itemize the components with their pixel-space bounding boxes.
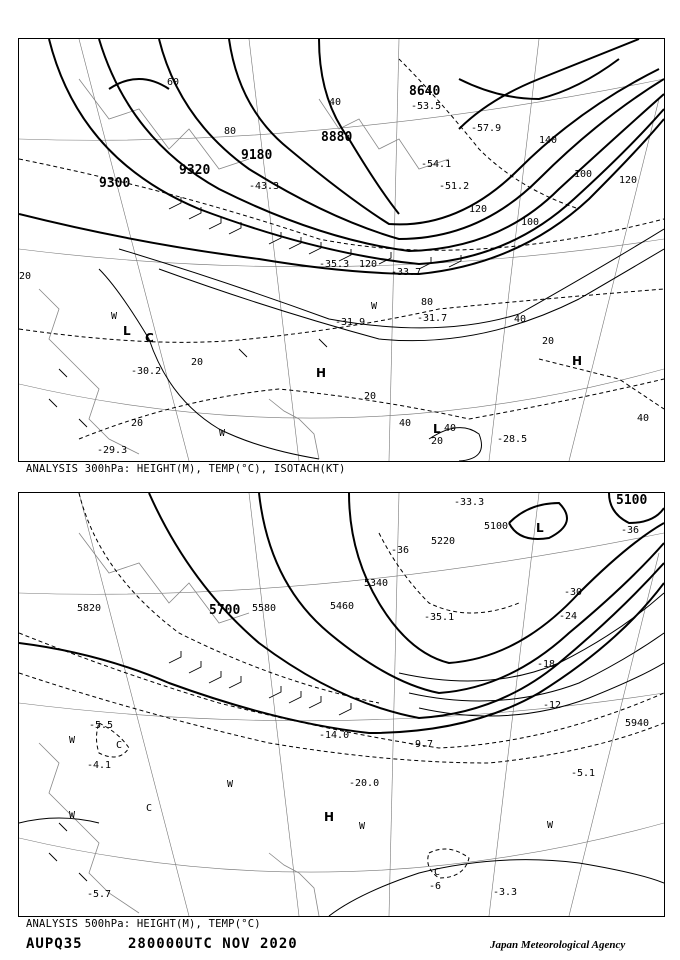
temperature-label: -5.1	[571, 768, 596, 779]
isotach-label: 40	[329, 97, 342, 108]
graticule	[19, 39, 664, 461]
temp-contour-label: -36	[391, 545, 410, 556]
warm-center-label: W	[547, 820, 554, 831]
warm-center-label: W	[359, 821, 366, 832]
coastline	[39, 533, 319, 916]
low-pressure-label: L	[433, 422, 441, 436]
temperature-label: -51.2	[439, 181, 470, 192]
isotach-label: 40	[514, 314, 527, 325]
temp-contour-label: -36	[621, 525, 640, 536]
height-label: 5100	[616, 493, 648, 508]
isotach-label: 40	[637, 413, 650, 424]
map-300hpa-svg	[19, 39, 664, 461]
graticule	[19, 493, 664, 916]
agency-name: Japan Meteorological Agency	[490, 939, 626, 951]
isotach-label: 80	[421, 297, 434, 308]
height-label: 5700	[209, 603, 241, 618]
map-500hpa-svg	[19, 493, 664, 916]
temperature-label: -31.9	[335, 317, 366, 328]
low-pressure-label: L	[123, 324, 131, 338]
isotach-label: 40	[399, 418, 412, 429]
temp-contour-label: -24	[559, 611, 578, 622]
isotach-label: 20	[364, 391, 377, 402]
temperature-label: -28.5	[497, 434, 528, 445]
temperature-label: -5.5	[89, 720, 114, 731]
isotach-label: 20	[131, 418, 144, 429]
temperature-label: -35.3	[319, 259, 350, 270]
height-label: 9320	[179, 163, 211, 178]
temperature-label: -33.7	[391, 267, 422, 278]
high-pressure-label: H	[316, 366, 327, 380]
warm-center-label: W	[371, 301, 378, 312]
temperature-contours	[19, 593, 664, 916]
isotach-label: 100	[521, 217, 540, 228]
temperature-label: -9.7	[409, 739, 434, 750]
height-label: 5940	[625, 718, 650, 729]
isotach-label: 100	[574, 169, 593, 180]
temperature-label: -43.3	[249, 181, 280, 192]
low-pressure-label: L	[536, 521, 544, 535]
height-label: 5100	[484, 521, 509, 532]
isotherms	[19, 493, 664, 878]
cold-center-label: C	[434, 867, 441, 878]
temperature-label: -33.3	[454, 497, 485, 508]
caption-300hpa: ANALYSIS 300hPa: HEIGHT(M), TEMP(°C), ISOTACH(KT)	[26, 463, 346, 475]
isotherms	[19, 59, 664, 439]
warm-center-label: W	[69, 735, 76, 746]
cold-center-label: C	[116, 740, 123, 751]
temperature-label: -35.1	[424, 612, 455, 623]
isotach-label: 120	[619, 175, 638, 186]
temperature-label: -14.0	[319, 730, 350, 741]
temperature-label: -3.3	[493, 887, 518, 898]
temperature-label: -53.5	[411, 101, 442, 112]
height-label: 9180	[241, 148, 273, 163]
caption-500hpa: ANALYSIS 500hPa: HEIGHT(M), TEMP(°C)	[26, 918, 261, 930]
temperature-label: -30.2	[131, 366, 162, 377]
temperature-label: -5.7	[87, 889, 112, 900]
isotach-label: 20	[431, 436, 444, 447]
high-pressure-label: H	[324, 810, 335, 824]
valid-time: 280000UTC NOV 2020	[128, 936, 298, 952]
height-contours	[19, 39, 664, 274]
temperature-label: -4.1	[87, 760, 112, 771]
height-label: 8880	[321, 130, 353, 145]
height-label: 9300	[99, 176, 131, 191]
isotach-label: 20	[191, 357, 204, 368]
temp-contour-label: -6	[429, 881, 442, 892]
temperature-label: -20.0	[349, 778, 380, 789]
height-label: 5460	[330, 601, 355, 612]
map-panel-500hpa	[18, 492, 665, 917]
temp-contour-label: -30	[564, 587, 583, 598]
temp-contour-label: -18	[537, 659, 556, 670]
isotach-label: 20	[19, 271, 32, 282]
warm-center-label: W	[69, 810, 76, 821]
height-label: 5580	[252, 603, 277, 614]
high-pressure-label: H	[572, 354, 583, 368]
warm-center-label: W	[111, 311, 118, 322]
cold-center-label: C	[146, 803, 153, 814]
warm-center-label: W	[227, 779, 234, 790]
height-label: 5220	[431, 536, 456, 547]
chart-id: AUPQ35	[26, 936, 83, 952]
temperature-label: -31.7	[417, 313, 448, 324]
height-label: 5340	[364, 578, 389, 589]
isotach-label: 140	[539, 135, 558, 146]
height-label: 8640	[409, 84, 441, 99]
isotach-label: 120	[359, 259, 378, 270]
map-panel-300hpa	[18, 38, 665, 462]
temperature-label: -57.9	[471, 123, 502, 134]
isotach-label: 80	[224, 126, 237, 137]
warm-center-label: W	[219, 428, 226, 439]
height-label: 5820	[77, 603, 102, 614]
cold-center-label: C	[145, 331, 154, 345]
isotach-label: 40	[444, 423, 457, 434]
temperature-label: -29.3	[97, 445, 128, 456]
isotach-label: 60	[167, 77, 180, 88]
isotach-label: 20	[542, 336, 555, 347]
isotach-label: 120	[469, 204, 488, 215]
temperature-label: -54.1	[421, 159, 452, 170]
temp-contour-label: -12	[543, 700, 562, 711]
